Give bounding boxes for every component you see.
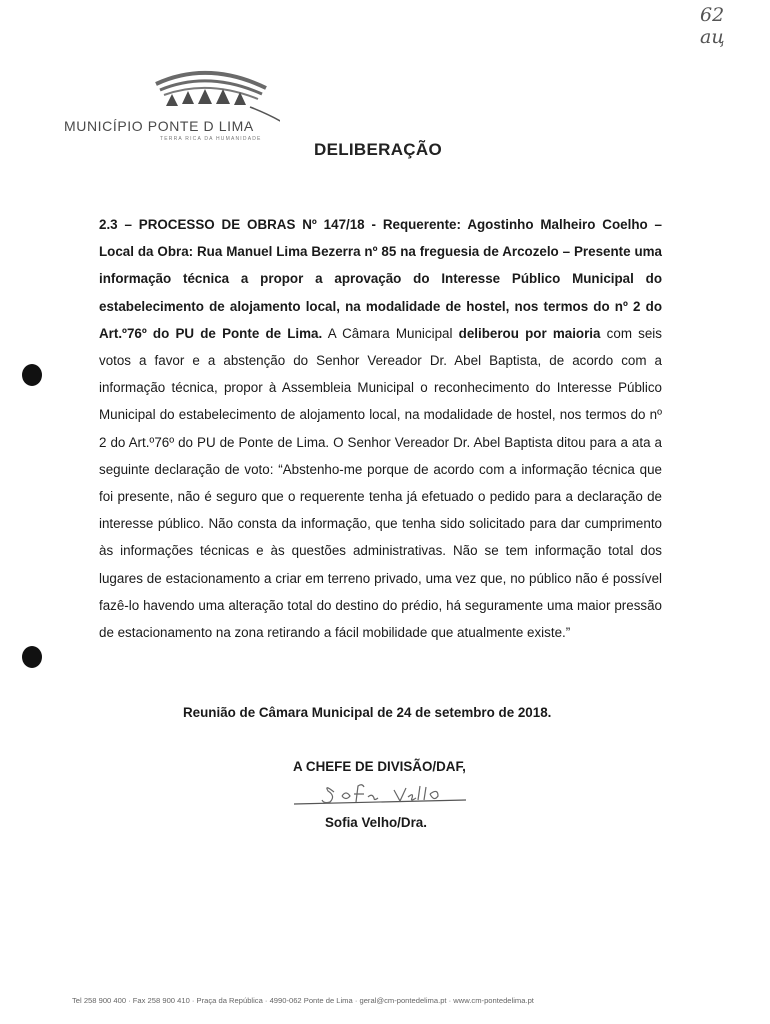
punch-hole-lower [22, 646, 42, 668]
signer-name: Sofia Velho/Dra. [325, 815, 427, 830]
punch-hole-upper [22, 364, 42, 386]
body-segment-1: A Câmara Municipal [327, 325, 453, 341]
page-number-line-2: aц [700, 26, 725, 48]
deliberation-decision: deliberou por maioria [458, 325, 601, 341]
municipality-tagline: TERRA RICA DA HUMANIDADE [160, 136, 262, 142]
footer-contact-info: Tel 258 900 400 · Fax 258 900 410 · Praça da República · 4990-062 Ponte de Lima · geral@cm-pontedelima.pt · www.cm-pontedelima.pt [72, 996, 534, 1005]
signer-role: A CHEFE DE DIVISÃO/DAF, [293, 759, 466, 774]
bridge-logo-icon [150, 62, 280, 124]
body-segment-3: com seis votos a favor e a abstenção do Senhor Vereador Dr. Abel Baptista, de acordo com a informação técnica, propor à Assembleia Municipal o reconhecimento do Interesse Público Municipal do estabelecimento de alojamento local, na modalidade de hostel, nos termos do nº 2 do Art.º76º do PU de Ponte de Lima. O Senhor Vereador Dr. Abel Baptista ditou para a ata a seguinte declaração de voto: “Abstenho-me porque de acordo com a informação técnica que foi presente, não é seguro que o requerente tenha já efetuado o pedido para a declaração de interesse público. Não consta da informação, que tenha sido solicitado para dar cumprimento às informações técnicas e às questões administrativas. Não se tem informação total dos lugares de estacionamento a criar em terreno privado, uma vez que, no público não é possível fazê-lo havendo uma alteração total do destino do prédio, há seguramente uma maior pressão de estacionamento na zona retirando a fácil mobilidade que atualmente existe.” [99, 325, 662, 641]
deliberation-subject: 2.3 – PROCESSO DE OBRAS Nº 147/18 - Requerente: Agostinho Malheiro Coelho – Local da Obra: Rua Manuel Lima Bezerra nº 85 na freguesia de Arcozelo – Presente uma informação técnica a propor a aprovação do Interesse Público Municipal do estabelecimento de alojamento local, na modalidade de hostel, nos termos do nº 2 do Art.º76º do PU de Ponte de Lima. [99, 217, 662, 341]
handwritten-signature [294, 780, 474, 808]
page-number-line-1: 62 [700, 4, 725, 26]
municipality-name: MUNICÍPIO PONTE D LIMA [64, 118, 254, 134]
document-title: DELIBERAÇÃO [314, 140, 442, 159]
meeting-date-line: Reunião de Câmara Municipal de 24 de setembro de 2018. [183, 705, 552, 720]
handwritten-page-number [700, 4, 760, 48]
deliberation-body [99, 211, 662, 646]
